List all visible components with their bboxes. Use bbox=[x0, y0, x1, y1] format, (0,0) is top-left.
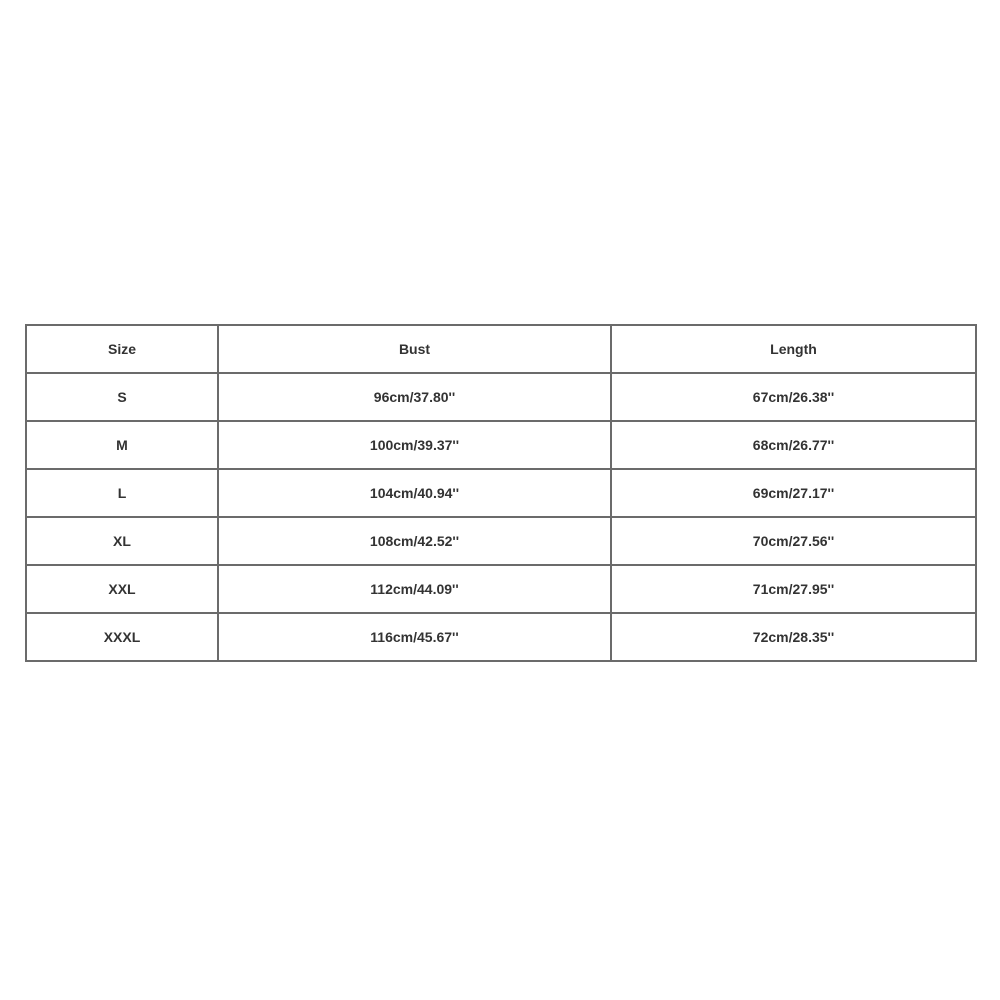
table-row bbox=[26, 469, 976, 517]
cell-length: 68cm/26.77'' bbox=[611, 421, 976, 469]
cell-bust: 112cm/44.09'' bbox=[218, 565, 611, 613]
size-chart-table bbox=[25, 324, 977, 662]
table-row bbox=[26, 421, 976, 469]
cell-bust: 116cm/45.67'' bbox=[218, 613, 611, 661]
cell-bust: 100cm/39.37'' bbox=[218, 421, 611, 469]
cell-bust: 104cm/40.94'' bbox=[218, 469, 611, 517]
cell-length: 71cm/27.95'' bbox=[611, 565, 976, 613]
cell-length: 69cm/27.17'' bbox=[611, 469, 976, 517]
cell-length: 72cm/28.35'' bbox=[611, 613, 976, 661]
cell-size: M bbox=[26, 421, 218, 469]
table-row bbox=[26, 565, 976, 613]
table-row bbox=[26, 373, 976, 421]
cell-bust: 96cm/37.80'' bbox=[218, 373, 611, 421]
table-row bbox=[26, 613, 976, 661]
table-row bbox=[26, 517, 976, 565]
header-length: Length bbox=[611, 325, 976, 373]
cell-length: 70cm/27.56'' bbox=[611, 517, 976, 565]
cell-length: 67cm/26.38'' bbox=[611, 373, 976, 421]
cell-size: XXXL bbox=[26, 613, 218, 661]
cell-size: XL bbox=[26, 517, 218, 565]
header-size: Size bbox=[26, 325, 218, 373]
header-bust: Bust bbox=[218, 325, 611, 373]
cell-size: L bbox=[26, 469, 218, 517]
cell-size: S bbox=[26, 373, 218, 421]
cell-size: XXL bbox=[26, 565, 218, 613]
table-header-row bbox=[26, 325, 976, 373]
cell-bust: 108cm/42.52'' bbox=[218, 517, 611, 565]
